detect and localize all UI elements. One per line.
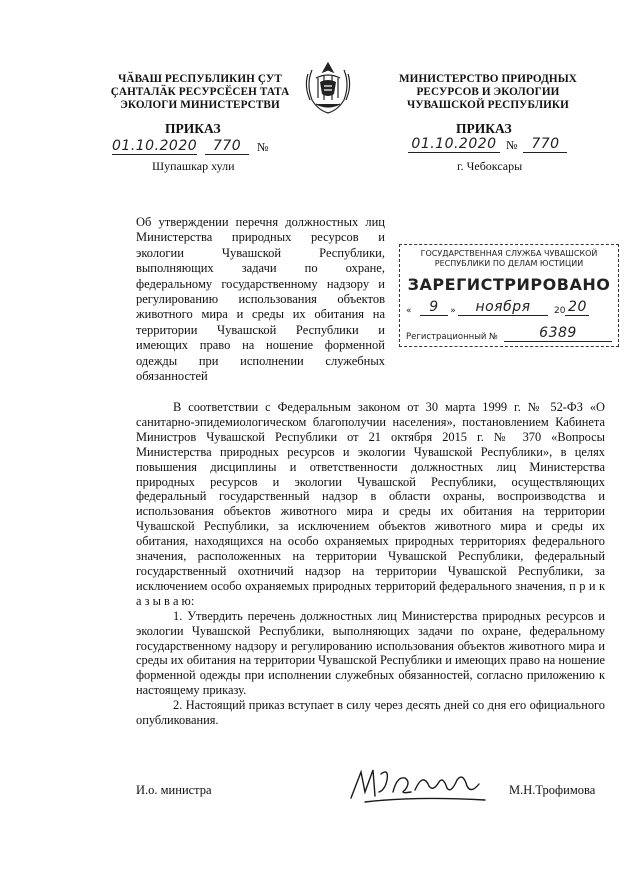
- stamp-reg-row: [406, 325, 612, 342]
- stamp-registered: ЗАРЕГИСТРИРОВАНО: [407, 275, 611, 294]
- handwritten-signature: [345, 762, 495, 808]
- order-subject: Об утверждении перечня должностных лиц Министерства природных ресурсов и экологии Чувашской Республики, выполняющих задачи по охране, федеральному государственному надзору и регулированию использования объектов животного мира и среды их обитания на территории Чувашской Республики и имеющих право на ношение форменной одежды при исполнении служебных обязанностей: [136, 215, 385, 384]
- body-paragraph-preamble: В соответствии с Федеральным законом от 30 марта 1999 г. № 52-ФЗ «О санитарно-эпидемиологическом благополучии населения», постановлением Кабинета Министров Чувашской Республики от 21 октября 2015 г. № 370 «Вопросы Министерства природных ресурсов и экологии Чувашской Республики», в целях повышения дисциплины и ответственности должностных лиц Министерства природных ресурсов и экологии Чувашской Республики, осуществляющих федеральный государственный надзор в области охраны, воспроизводства и использования объектов животного мира и среды их обитания на территории Чувашской Республики, за исключением объектов животного мира и среды их обитания, находящихся на особо охраняемых природных территориях федерального значения, расположенных на территории Чувашской Республики, федеральный государственный охотничий надзор на территории Чувашской Республики, за исключением особо охраняемых природных территорий федерального значения, п р и к а з ы в а ю:: [136, 400, 605, 608]
- order-label-left: ПРИКАЗ: [165, 121, 221, 136]
- stamp-month: ноября: [458, 299, 548, 316]
- order-number-right: 770: [523, 136, 567, 153]
- order-date-left: 01.10.2020: [112, 138, 198, 154]
- order-directive: п р и к а з ы в а ю:: [136, 578, 605, 608]
- order-body: [136, 400, 605, 728]
- order-date-right: 01.10.2020: [408, 136, 500, 153]
- stamp-authority: ГОСУДАРСТВЕННАЯ СЛУЖБА ЧУВАШСКОЙ РЕСПУБЛИКИ ПО ДЕЛАМ ЮСТИЦИИ: [420, 249, 598, 268]
- header-right-title: МИНИСТЕРСТВО ПРИРОДНЫХ РЕСУРСОВ И ЭКОЛОГИИ ЧУВАШСКОЙ РЕСПУБЛИКИ: [399, 73, 577, 111]
- stamp-reg-label: Регистрационный №: [406, 332, 498, 342]
- signatory-name: М.Н.Трофимова: [509, 783, 596, 797]
- stamp-year-suffix: 20: [565, 299, 589, 316]
- stamp-day: 9: [420, 299, 448, 316]
- stamp-date-row: « 9 » ноября 20 20: [406, 299, 612, 316]
- body-paragraph-1: 1. Утвердить перечень должностных лиц Министерства природных ресурсов и экологии Чувашской Республики, выполняющих задачи по охране, федеральному государственному надзору и регулированию использования объектов животного мира и среды их обитания на территории Чувашской Республики и имеющих право на ношение форменной одежды при исполнении служебных обязанностей, согласно приложению к настоящему приказу.: [136, 608, 605, 698]
- order-number-left: 770: [205, 138, 249, 155]
- emblem-icon: [300, 60, 356, 116]
- header-left-title: ЧӐВАШ РЕСПУБЛИКИН ҪУТ ҪАНТАЛӐК РЕСУРСӖСЕН ТАТА ЭКОЛОГИ МИНИСТЕРСТВИ: [110, 73, 290, 111]
- city-left: Шупашкар хули: [152, 159, 235, 173]
- registration-stamp: [399, 244, 619, 347]
- order-date-number-right: [408, 136, 588, 153]
- order-date-number-left: [112, 138, 292, 155]
- signatory-position: И.о. министра: [136, 783, 212, 797]
- stamp-reg-number: 6389: [504, 325, 612, 342]
- city-right: г. Чебоксары: [457, 159, 523, 173]
- body-paragraph-2: 2. Настоящий приказ вступает в силу через десять дней со дня его официального опубликования.: [136, 698, 605, 728]
- order-label-right: ПРИКАЗ: [456, 121, 512, 136]
- stamp-year-prefix: 20: [554, 306, 566, 316]
- number-sign-left: №: [257, 140, 269, 154]
- number-sign-right: №: [506, 138, 518, 152]
